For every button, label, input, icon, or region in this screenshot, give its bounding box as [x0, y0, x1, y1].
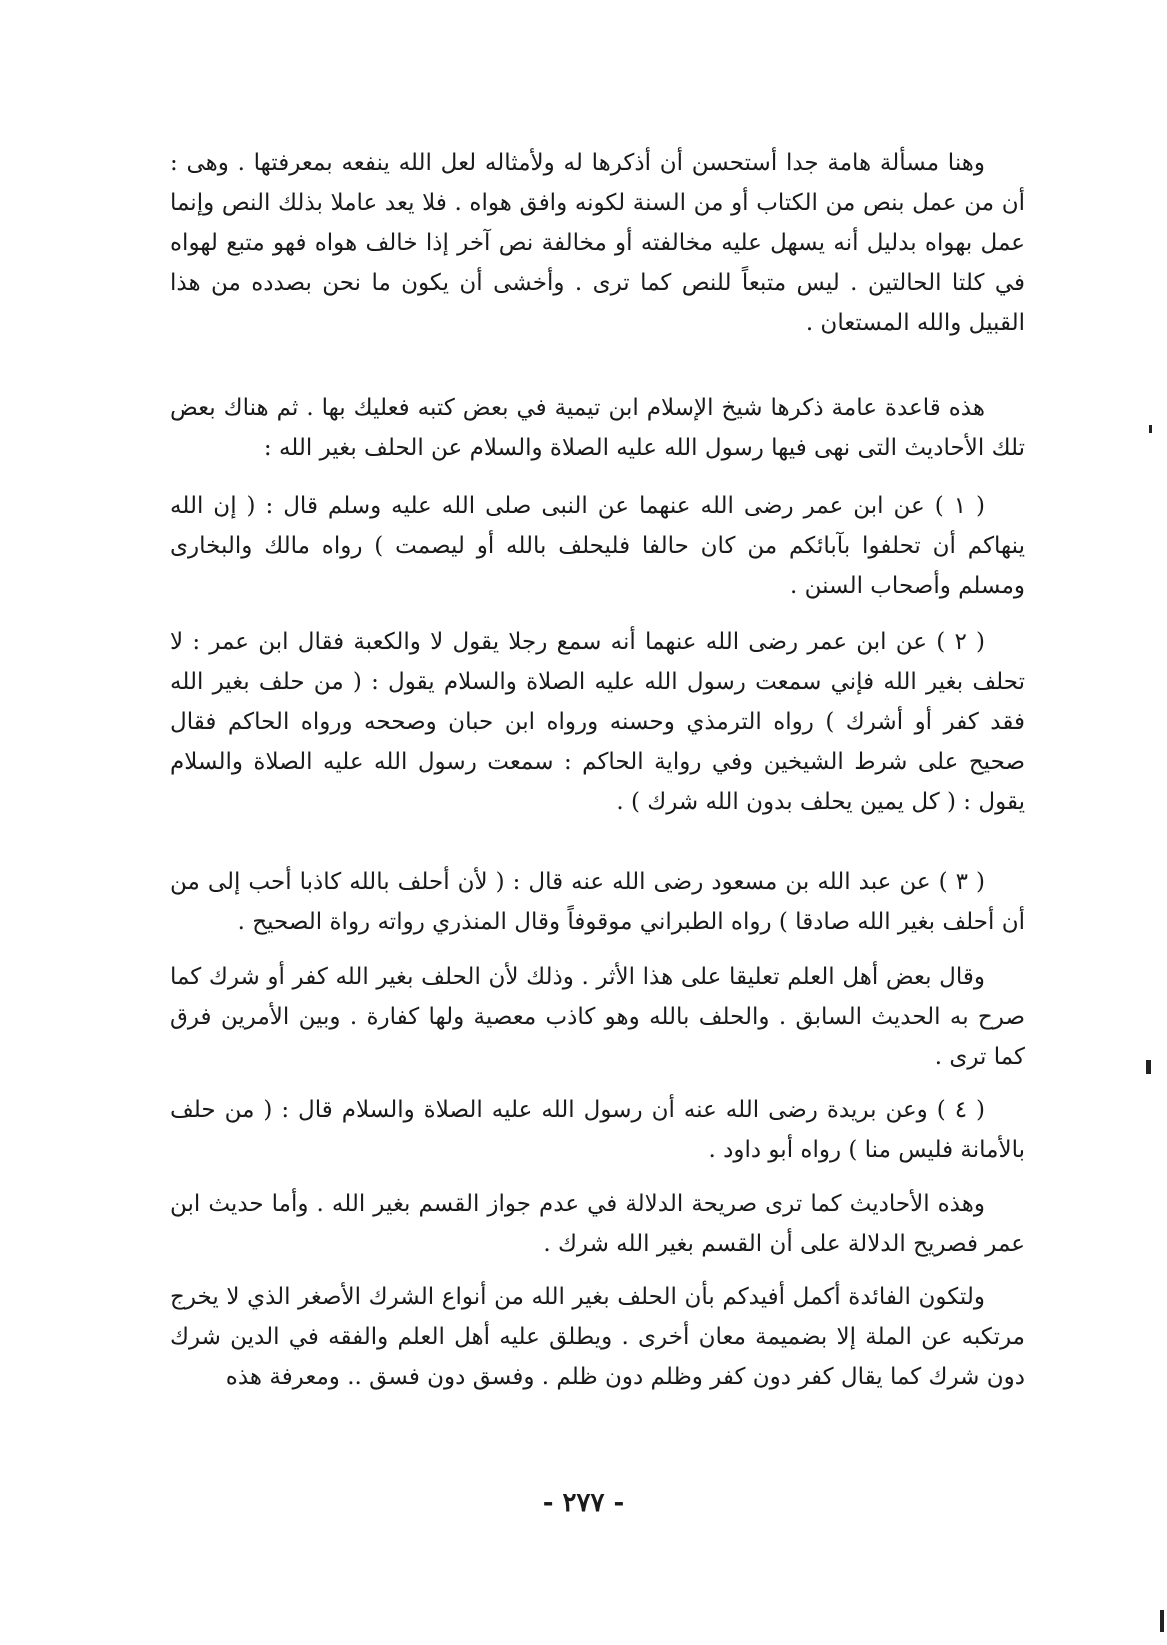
- paragraph: هذه قاعدة عامة ذكرها شيخ الإسلام ابن تيمية في بعض كتبه فعليك بها . ثم هناك بعض تلك الأحاديث التى نهى فيها رسول الله عليه الصلاة والسلام عن الحلف بغير الله :: [170, 395, 1025, 461]
- paragraph-commentary: [170, 957, 1025, 1077]
- scan-mark: [1160, 1610, 1164, 1632]
- hadith-3: [170, 862, 1025, 942]
- paragraph: وهنا مسألة هامة جدا أستحسن أن أذكرها له ولأمثاله لعل الله ينفعه بمعرفتها . وهى : أن من عمل بنص من الكتاب أو من السنة لكونه وافق هواه . فلا يعد عاملا بذلك النص وإنما عمل بهواه بدليل أنه يسهل عليه مخالفته أو مخالفة نص آخر إذا خالف هواه فهو متبع لهواه في كلتا الحالتين . ليس متبعاً للنص كما ترى . وأخشى أن يكون ما نحن بصدده من هذا القبيل والله المستعان .: [170, 150, 1025, 336]
- hadith-2: [170, 622, 1025, 822]
- page-number: - ٢٧٧ -: [542, 1488, 625, 1518]
- paragraph: ( ٤ ) وعن بريدة رضى الله عنه أن رسول الله عليه الصلاة والسلام قال : ( من حلف بالأمانة فليس منا ) رواه أبو داود .: [170, 1097, 1025, 1163]
- paragraph: ولتكون الفائدة أكمل أفيدكم بأن الحلف بغير الله من أنواع الشرك الأصغر الذي لا يخرج مرتكبه عن الملة إلا بضميمة معان أخرى . ويطلق عليه أهل العلم والفقه في الدين شرك دون شرك كما يقال كفر دون كفر وظلم دون ظلم . وفسق دون فسق .. ومعرفة هذه: [170, 1284, 1025, 1390]
- hadith-1: [170, 486, 1025, 606]
- paragraph: وهذه الأحاديث كما ترى صريحة الدلالة في عدم جواز القسم بغير الله . وأما حديث ابن عمر فصريح الدلالة على أن القسم بغير الله شرك .: [170, 1191, 1025, 1257]
- paragraph-rule: [170, 388, 1025, 468]
- paragraph: ( ١ ) عن ابن عمر رضى الله عنهما عن النبى صلى الله عليه وسلم قال : ( إن الله ينهاكم أن تحلفوا بآبائكم من كان حالفا فليحلف بالله أو ليصمت ) رواه مالك والبخارى ومسلم وأصحاب السنن .: [170, 493, 1025, 599]
- hadith-4: [170, 1090, 1025, 1170]
- paragraph-benefit: [170, 1277, 1025, 1397]
- paragraph-conclusion: [170, 1184, 1025, 1264]
- paragraph: ( ٣ ) عن عبد الله بن مسعود رضى الله عنه قال : ( لأن أحلف بالله كاذبا أحب إلى من أن أحلف بغير الله صادقا ) رواه الطبراني موقوفاً وقال المنذري رواته رواة الصحيح .: [170, 869, 1025, 935]
- scan-mark: [1146, 1060, 1151, 1074]
- paragraph: وقال بعض أهل العلم تعليقا على هذا الأثر . وذلك لأن الحلف بغير الله كفر أو شرك كما صرح به الحديث السابق . والحلف بالله وهو كاذب معصية ولها كفارة . وبين الأمرين فرق كما ترى .: [170, 964, 1025, 1070]
- paragraph: ( ٢ ) عن ابن عمر رضى الله عنهما أنه سمع رجلا يقول لا والكعبة فقال ابن عمر : لا تحلف بغير الله فإني سمعت رسول الله عليه الصلاة والسلام يقول : ( من حلف بغير الله فقد كفر أو أشرك ) رواه الترمذي وحسنه ورواه ابن حبان وصححه ورواه الحاكم فقال صحيح على شرط الشيخين وفي رواية الحاكم : سمعت رسول الله عليه الصلاة والسلام يقول : ( كل يمين يحلف بدون الله شرك ) .: [170, 629, 1025, 815]
- paragraph-issue: [170, 143, 1025, 343]
- scan-mark: [1149, 425, 1152, 433]
